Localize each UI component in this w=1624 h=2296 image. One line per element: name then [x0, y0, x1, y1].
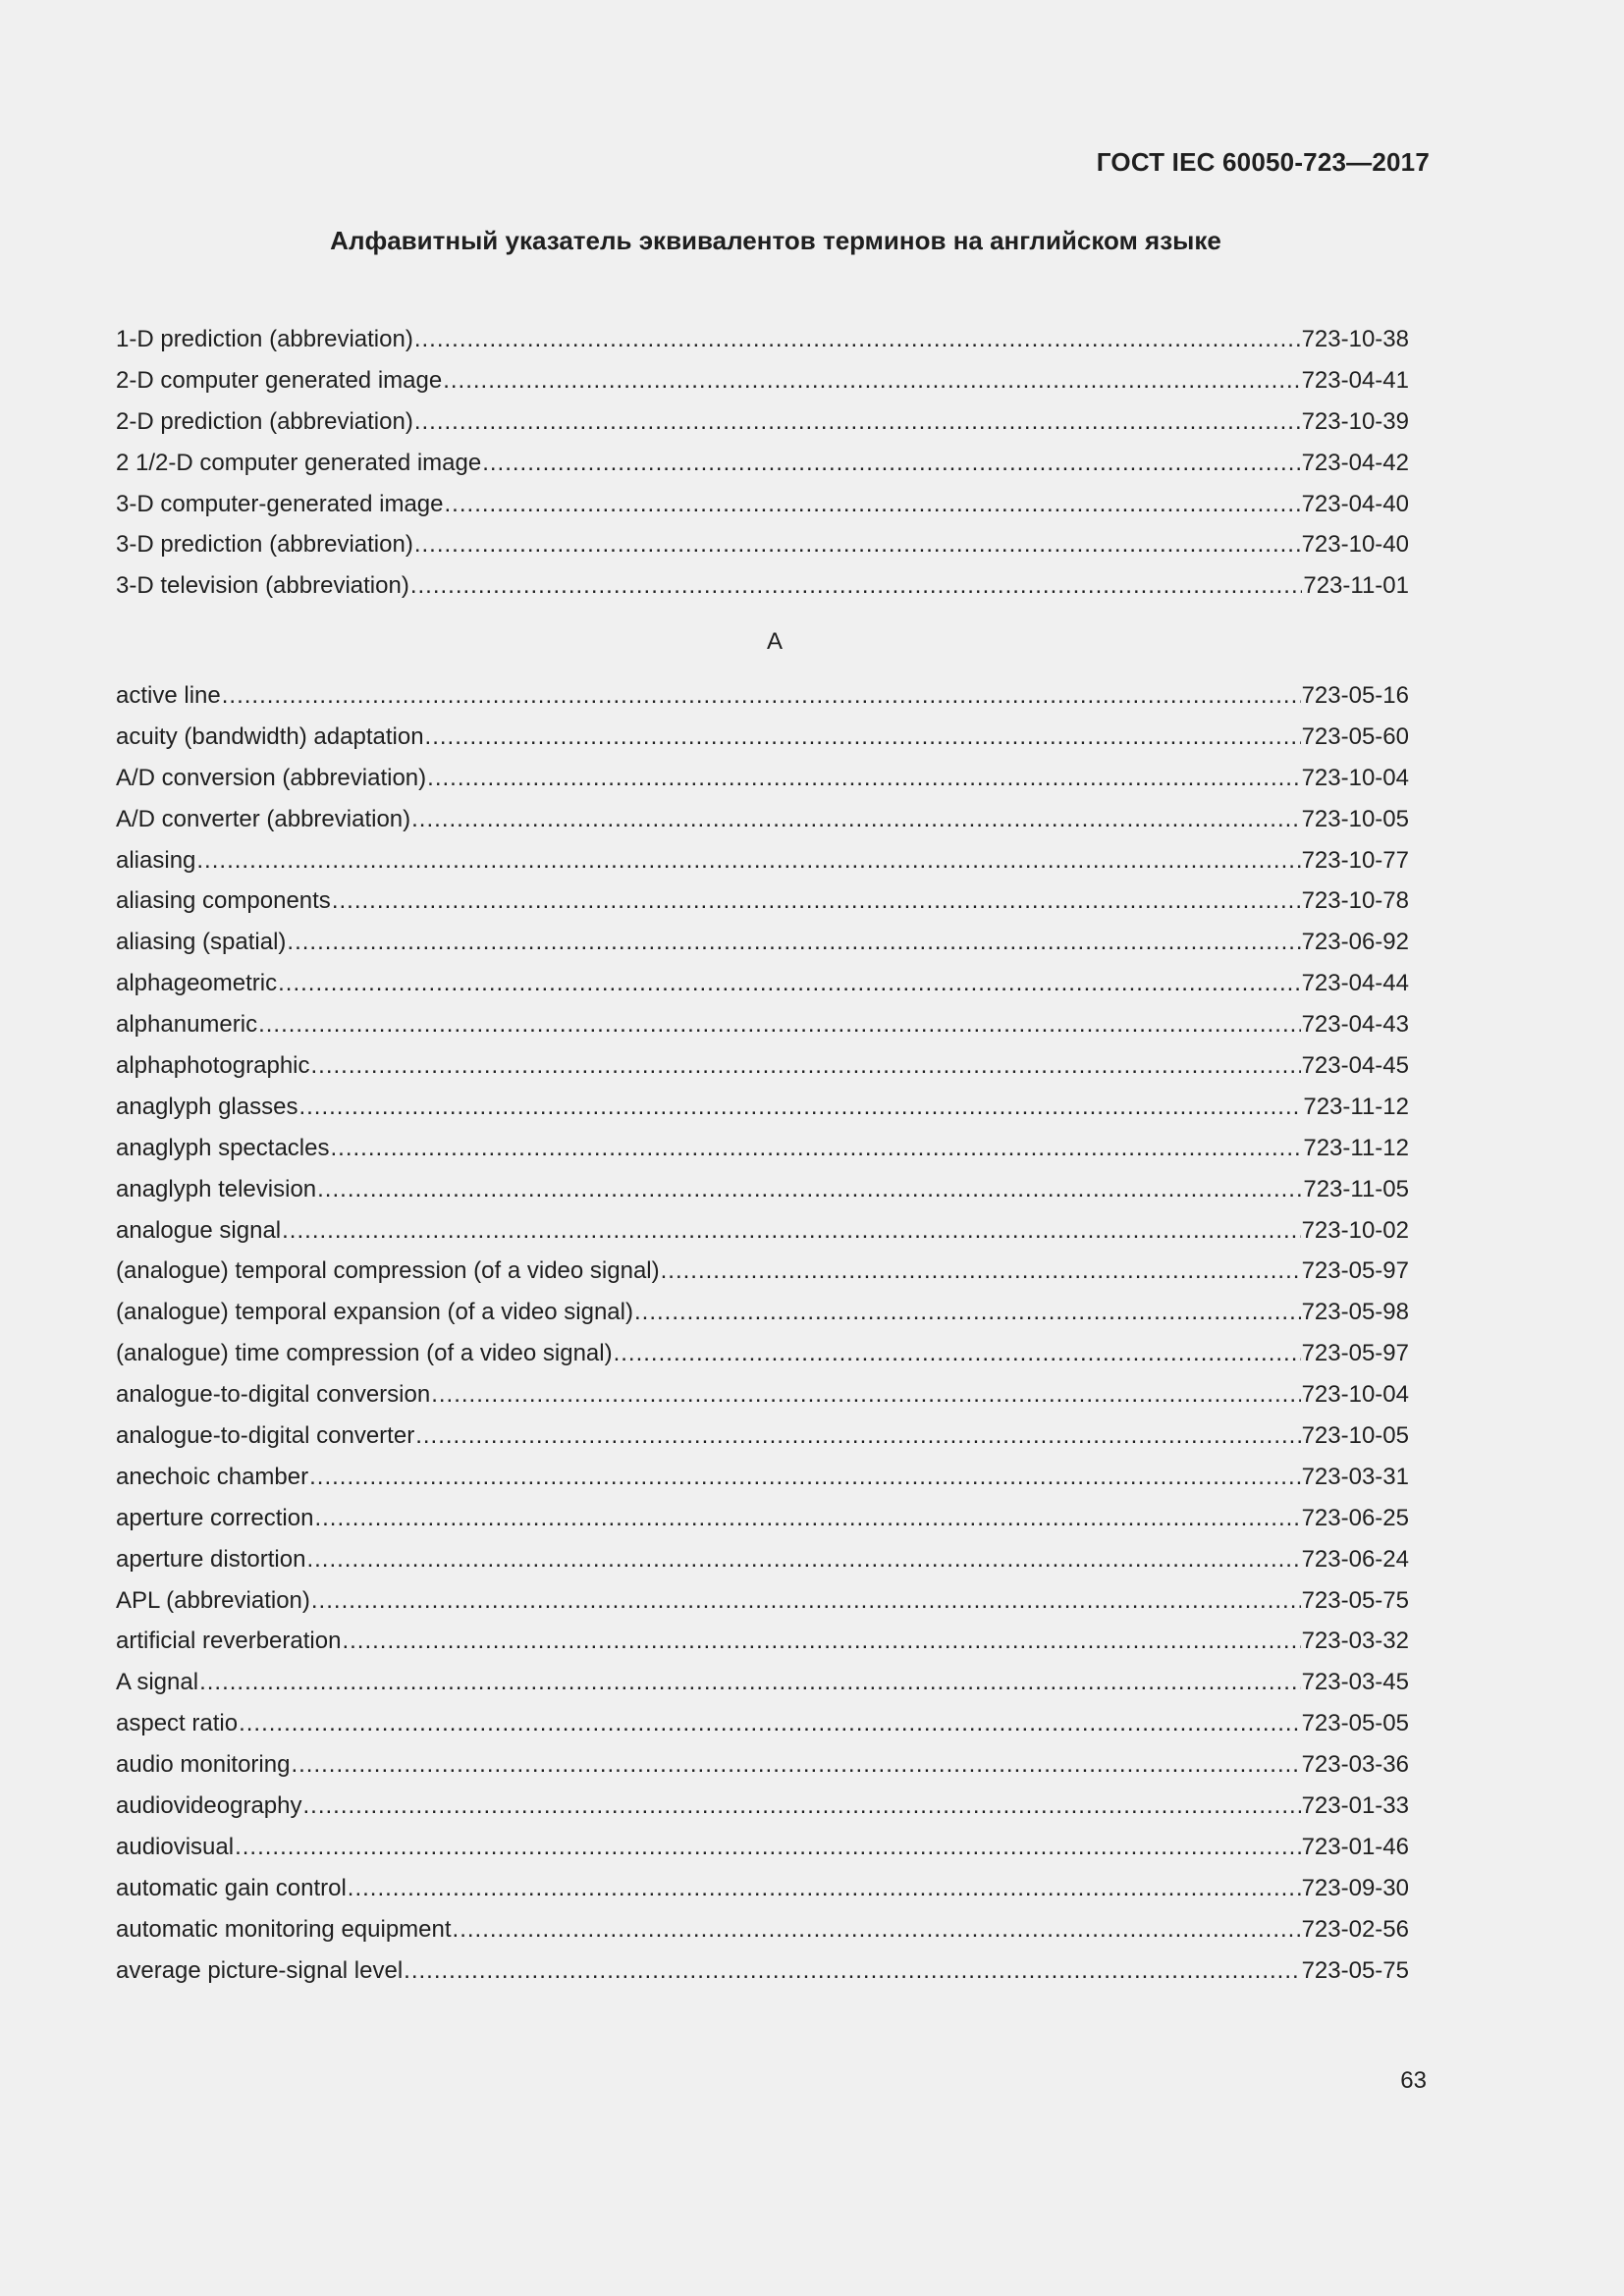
index-entry — [116, 1950, 1409, 1992]
index-reference: 723-05-75 — [1301, 1956, 1409, 1984]
index-reference: 723-11-01 — [1303, 572, 1409, 600]
index-entry — [116, 1539, 1409, 1580]
index-reference: 723-03-31 — [1301, 1463, 1409, 1490]
index-group-numeric — [116, 319, 1409, 607]
index-term: automatic gain control — [116, 1874, 347, 1901]
index-entry — [116, 1868, 1409, 1909]
index-term: audiovideography — [116, 1792, 302, 1820]
index-entry — [116, 1169, 1409, 1210]
index-term: (analogue) temporal compression (of a video signal) — [116, 1257, 660, 1285]
index-reference: 723-05-97 — [1301, 1257, 1409, 1285]
index-entry — [116, 840, 1409, 881]
index-entry — [116, 1580, 1409, 1622]
index-term: APL (abbreviation) — [116, 1586, 310, 1614]
document-code: ГОСТ IEC 60050-723—2017 — [1096, 147, 1430, 177]
index-entry — [116, 675, 1409, 717]
dot-leader — [425, 717, 1301, 758]
index-reference: 723-06-25 — [1301, 1504, 1409, 1531]
dot-leader — [342, 1621, 1300, 1662]
dot-leader — [443, 360, 1300, 401]
index-entry — [116, 1415, 1409, 1457]
dot-leader — [311, 1045, 1301, 1087]
dot-leader — [427, 758, 1300, 799]
dot-leader — [306, 1539, 1300, 1580]
dot-leader — [199, 1662, 1301, 1703]
index-reference: 723-04-41 — [1301, 366, 1409, 394]
index-term: 3-D prediction (abbreviation) — [116, 531, 413, 559]
index-entry — [116, 1333, 1409, 1374]
dot-leader — [302, 1786, 1300, 1827]
index-term: 2-D computer generated image — [116, 366, 443, 394]
index-entry — [116, 1498, 1409, 1539]
dot-leader — [298, 1087, 1302, 1128]
section-letter-a: A — [766, 628, 783, 655]
index-term: alphanumeric — [116, 1011, 258, 1039]
index-term: (analogue) time compression (of a video signal) — [116, 1340, 613, 1367]
index-term: active line — [116, 682, 221, 709]
index-reference: 723-05-05 — [1301, 1710, 1409, 1737]
dot-leader — [614, 1333, 1301, 1374]
index-reference: 723-04-40 — [1301, 490, 1409, 517]
index-entry — [116, 1703, 1409, 1744]
dot-leader — [414, 524, 1301, 565]
index-entry — [116, 1374, 1409, 1415]
index-entry — [116, 1827, 1409, 1868]
index-term: artificial reverberation — [116, 1628, 342, 1655]
index-entry — [116, 1909, 1409, 1950]
index-entry — [116, 1087, 1409, 1128]
index-reference: 723-10-04 — [1301, 764, 1409, 791]
index-entry — [116, 881, 1409, 922]
index-term: anaglyph spectacles — [116, 1134, 330, 1161]
index-entry — [116, 717, 1409, 758]
dot-leader — [482, 443, 1300, 484]
index-entry — [116, 1621, 1409, 1662]
dot-leader — [414, 319, 1301, 360]
index-entry — [116, 1786, 1409, 1827]
dot-leader — [309, 1457, 1300, 1498]
index-reference: 723-11-12 — [1303, 1093, 1409, 1120]
index-reference: 723-04-44 — [1301, 970, 1409, 997]
index-entry — [116, 1128, 1409, 1169]
index-reference: 723-01-33 — [1301, 1792, 1409, 1820]
dot-leader — [314, 1498, 1300, 1539]
index-term: aliasing — [116, 846, 196, 874]
index-reference: 723-04-43 — [1301, 1011, 1409, 1039]
dot-leader — [291, 1744, 1300, 1786]
index-reference: 723-10-05 — [1301, 1422, 1409, 1450]
index-reference: 723-04-42 — [1301, 449, 1409, 476]
index-entry — [116, 758, 1409, 799]
dot-leader — [222, 675, 1301, 717]
dot-leader — [235, 1827, 1300, 1868]
index-term: aspect ratio — [116, 1710, 239, 1737]
index-title: Алфавитный указатель эквивалентов терминов на английском языке — [330, 226, 1221, 255]
dot-leader — [411, 799, 1300, 840]
dot-leader — [330, 1128, 1302, 1169]
dot-leader — [634, 1292, 1301, 1333]
index-term: 1-D prediction (abbreviation) — [116, 326, 413, 352]
index-reference: 723-05-97 — [1301, 1340, 1409, 1367]
index-reference: 723-10-78 — [1301, 887, 1409, 915]
index-term: A signal — [116, 1669, 199, 1696]
index-group-a — [116, 675, 1409, 1992]
index-entry — [116, 1457, 1409, 1498]
dot-leader — [278, 963, 1300, 1004]
index-term: 2-D prediction (abbreviation) — [116, 407, 413, 435]
index-reference: 723-10-38 — [1301, 326, 1409, 352]
dot-leader — [431, 1374, 1300, 1415]
index-term: 2 1/2-D computer generated image — [116, 449, 482, 476]
index-term: audio monitoring — [116, 1751, 291, 1779]
dot-leader — [239, 1703, 1301, 1744]
index-reference: 723-03-32 — [1301, 1628, 1409, 1655]
dot-leader — [661, 1251, 1301, 1292]
index-term: anaglyph glasses — [116, 1093, 298, 1120]
index-entry — [116, 963, 1409, 1004]
dot-leader — [287, 922, 1300, 963]
index-entry — [116, 922, 1409, 963]
dot-leader — [414, 401, 1301, 443]
index-term: anaglyph television — [116, 1175, 317, 1202]
dot-leader — [404, 1950, 1300, 1992]
index-reference: 723-10-77 — [1301, 846, 1409, 874]
index-reference: 723-05-75 — [1301, 1586, 1409, 1614]
index-term: anechoic chamber — [116, 1463, 309, 1490]
index-entry — [116, 1662, 1409, 1703]
dot-leader — [196, 840, 1300, 881]
index-term: 3-D computer-generated image — [116, 490, 444, 517]
index-reference: 723-11-12 — [1303, 1134, 1409, 1161]
index-term: automatic monitoring equipment — [116, 1915, 452, 1943]
dot-leader — [282, 1210, 1300, 1252]
index-term: A/D converter (abbreviation) — [116, 805, 411, 832]
index-term: acuity (bandwidth) adaptation — [116, 722, 424, 750]
index-term: analogue-to-digital converter — [116, 1422, 415, 1450]
index-reference: 723-10-40 — [1301, 531, 1409, 559]
index-term: average picture-signal level — [116, 1956, 404, 1984]
index-entry — [116, 1744, 1409, 1786]
index-term: alphaphotographic — [116, 1052, 310, 1080]
index-term: (analogue) temporal expansion (of a video signal) — [116, 1299, 633, 1326]
dot-leader — [445, 484, 1301, 525]
index-term: aliasing components — [116, 887, 331, 915]
dot-leader — [332, 881, 1301, 922]
index-reference: 723-10-39 — [1301, 407, 1409, 435]
index-reference: 723-10-04 — [1301, 1381, 1409, 1409]
index-entry — [116, 524, 1409, 565]
index-entry — [116, 565, 1409, 607]
index-reference: 723-03-45 — [1301, 1669, 1409, 1696]
index-entry — [116, 1292, 1409, 1333]
index-term: aperture distortion — [116, 1545, 306, 1573]
index-reference: 723-03-36 — [1301, 1751, 1409, 1779]
index-entry — [116, 319, 1409, 360]
index-reference: 723-10-05 — [1301, 805, 1409, 832]
index-reference: 723-10-02 — [1301, 1216, 1409, 1244]
dot-leader — [453, 1909, 1301, 1950]
index-term: alphageometric — [116, 970, 278, 997]
index-reference: 723-11-05 — [1303, 1175, 1409, 1202]
index-term: 3-D television (abbreviation) — [116, 572, 409, 600]
index-reference: 723-09-30 — [1301, 1874, 1409, 1901]
page-number: 63 — [1400, 2067, 1427, 2094]
index-reference: 723-02-56 — [1301, 1915, 1409, 1943]
index-term: audiovisual — [116, 1833, 235, 1860]
index-reference: 723-04-45 — [1301, 1052, 1409, 1080]
index-entry — [116, 484, 1409, 525]
dot-leader — [258, 1004, 1300, 1045]
index-entry — [116, 1251, 1409, 1292]
index-term: A/D conversion (abbreviation) — [116, 764, 427, 791]
index-entry — [116, 1004, 1409, 1045]
index-entry — [116, 1045, 1409, 1087]
index-term: analogue-to-digital conversion — [116, 1381, 431, 1409]
dot-leader — [410, 565, 1303, 607]
index-reference: 723-05-16 — [1301, 682, 1409, 709]
dot-leader — [317, 1169, 1302, 1210]
index-entry — [116, 360, 1409, 401]
index-reference: 723-01-46 — [1301, 1833, 1409, 1860]
index-reference: 723-06-92 — [1301, 929, 1409, 956]
index-term: analogue signal — [116, 1216, 282, 1244]
dot-leader — [348, 1868, 1301, 1909]
dot-leader — [415, 1415, 1300, 1457]
index-entry — [116, 799, 1409, 840]
index-term: aperture correction — [116, 1504, 314, 1531]
index-entry — [116, 443, 1409, 484]
index-reference: 723-05-60 — [1301, 722, 1409, 750]
index-entry — [116, 401, 1409, 443]
dot-leader — [311, 1580, 1301, 1622]
index-reference: 723-05-98 — [1301, 1299, 1409, 1326]
index-reference: 723-06-24 — [1301, 1545, 1409, 1573]
index-entry — [116, 1210, 1409, 1252]
index-term: aliasing (spatial) — [116, 929, 287, 956]
